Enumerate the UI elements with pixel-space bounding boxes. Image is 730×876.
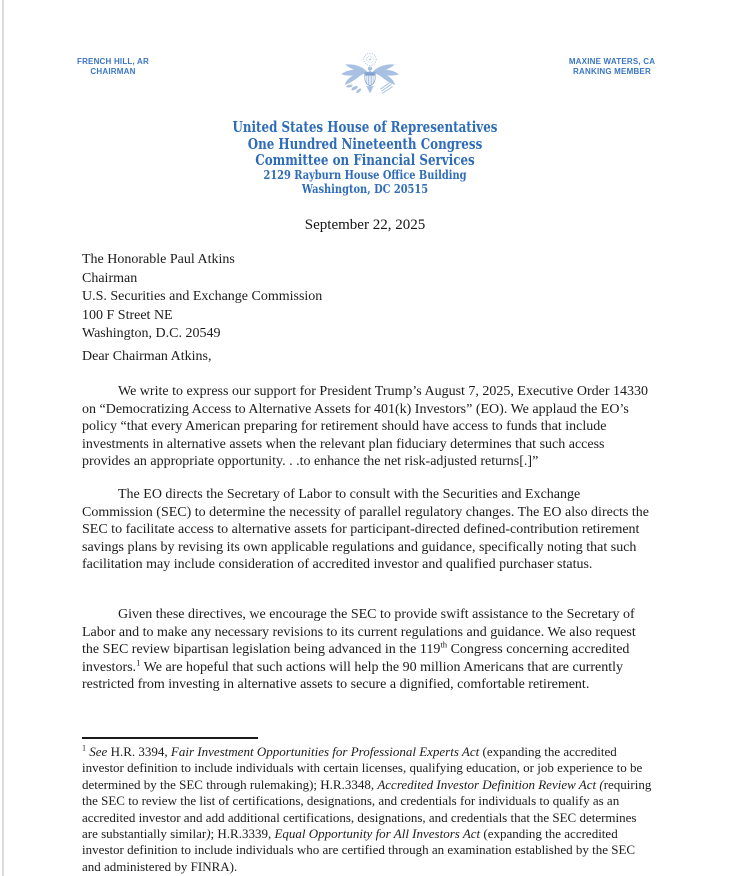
text-segment: We are hopeful that such actions will help the 90 million Americans that are currently restricted from investing in alternative assets to secure a dignified, comfortable retirement. — [82, 659, 624, 692]
text-segment: Accredited Investor Definition Review Act — [377, 776, 597, 792]
recipient-title: Chairman — [82, 270, 138, 286]
text-segment: See — [89, 744, 108, 759]
letterhead-city: Washington, DC 20515 — [301, 181, 429, 196]
text-segment: We write to express our support for President Trump’s August 7, 2025, Executive Order 14330 on “Democratizing Access to Alternative Assets for 401(k) Investors” (EO). We applaud the EO’s policy “that every American preparing for retirement should have access to funds that include investments in alternative assets when the relevant plan fiduciary determines that such access provides an appropriate opportunity. . .to enhance the net risk-adjusted returns[.]” — [82, 384, 649, 469]
text-segment: H.R. 3394, — [107, 744, 171, 759]
house-seal-eagle-icon — [334, 50, 406, 114]
salutation: Dear Chairman Atkins, — [82, 349, 212, 364]
footnote-separator-rule — [82, 737, 258, 739]
recipient-city: Washington, D.C. 20549 — [82, 326, 221, 341]
footnote-text — [82, 744, 654, 875]
recipient-organization: U.S. Securities and Exchange Commission — [82, 289, 323, 304]
body-paragraph-1 — [82, 383, 650, 471]
body-paragraph-2 — [82, 486, 650, 574]
letterhead-committee: Committee on Financial Services — [255, 152, 475, 169]
letter-date: September 22, 2025 — [304, 217, 426, 233]
text-segment: ) — [206, 826, 211, 842]
text-segment: (expanding the accredited investor definition to include individuals with certain licenses, qualifying education, or job experience to be determined by the SEC through rulemaking); H.R.3348, — [82, 744, 643, 792]
letterhead-address: 2129 Rayburn House Office Building — [263, 168, 467, 182]
text-segment: Fair Investment Opportunities for Professional Experts Act — [170, 744, 480, 759]
ranking-member-block — [564, 57, 660, 76]
text-segment: Congress concerning accredited investors. — [82, 642, 630, 675]
recipient-name: The Honorable Paul Atkins — [82, 252, 235, 267]
text-segment: Equal Opportunity for All Investors Act — [274, 826, 481, 842]
ranking-member-name: MAXINE WATERS, CA — [568, 57, 656, 66]
ranking-member-title: RANKING MEMBER — [573, 66, 651, 76]
letterhead-institution: United States House of Representatives — [232, 119, 498, 136]
text-segment: 1 — [82, 743, 87, 753]
recipient-address-block — [82, 251, 502, 344]
recipient-street: 100 F Street NE — [82, 307, 173, 323]
letterhead-congress: One Hundred Nineteenth Congress — [247, 136, 483, 153]
text-segment: requiring the SEC to review the list of certifications, designations, and credentials for individuals to qualify as an accredited investor and add additional certifications, designations, and credentials that the SEC determines are substantially similar — [82, 776, 652, 842]
text-segment: ( — [599, 776, 604, 792]
text-segment: th — [440, 639, 448, 650]
text-segment: Given these directives, we encourage the SEC to provide swift assistance to the Secretary of Labor and to make any necessary revisions to its current regulations and guidance. We also request the SEC review bipartisan legislation being advanced in the 119 — [82, 607, 636, 657]
text-segment: The EO directs the Secretary of Labor to consult with the Securities and Exchange Commission (SEC) to determine the necessity of parallel regulatory changes. The EO also directs the SEC to facilitate access to alternative assets for participant-directed defined-contribution retirement savings plans by revising its own applicable regulations and guidance, specifically noting that such facilitation may include consideration of accredited investor and qualified purchaser status. — [82, 487, 649, 572]
text-segment: (expanding the accredited investor definition to include individuals who are certified through an examination established by the SEC and administered by FINRA). — [82, 826, 636, 874]
letterhead — [0, 119, 730, 196]
body-paragraph-3 — [82, 606, 650, 694]
chairman-block — [70, 57, 156, 76]
text-segment: 1 — [136, 656, 141, 667]
chairman-title: CHAIRMAN — [90, 66, 136, 76]
chairman-name: FRENCH HILL, AR — [76, 57, 150, 66]
text-segment: ; H.R.3339, — [210, 826, 275, 842]
